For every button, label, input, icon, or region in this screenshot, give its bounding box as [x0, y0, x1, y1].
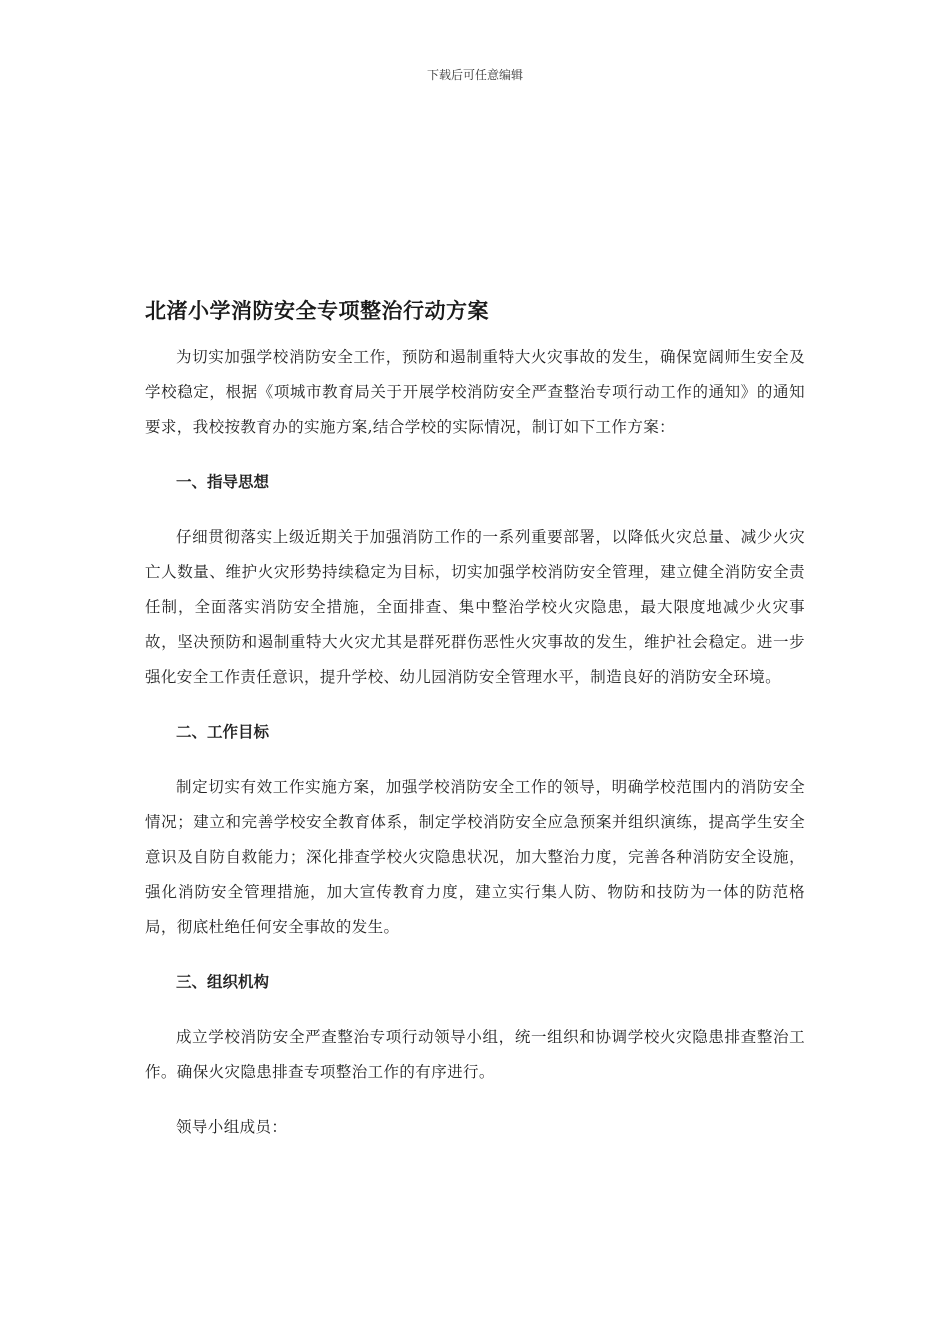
- header-note: 下载后可任意编辑: [426, 68, 523, 82]
- leadership-members-label: 领导小组成员：: [176, 1118, 288, 1136]
- section-body-organization: 成立学校消防安全严查整治专项行动领导小组，统一组织和协调学校火灾隐患排查整治工作。确保火灾隐患排查专项整治工作的有序进行。: [145, 1028, 805, 1081]
- section-body-guiding-ideology: 仔细贯彻落实上级近期关于加强消防工作的一系列重要部署，以降低火灾总量、减少火灾亡人数量、维护火灾形势持续稳定为目标，切实加强学校消防安全管理，建立健全消防安全责任制，全面落实消防安全措施，全面排查、集中整治学校火灾隐患，最大限度地减少火灾事故，坚决预防和遏制重特大火灾尤其是群死群伤恶性火灾事故的发生，维护社会稳定。进一步强化安全工作责任意识，提升学校、幼儿园消防安全管理水平，制造良好的消防安全环境。: [145, 528, 805, 686]
- document-body: [145, 292, 805, 1145]
- intro-paragraph: 为切实加强学校消防安全工作，预防和遏制重特大火灾事故的发生，确保宽阔师生安全及学校稳定，根据《项城市教育局关于开展学校消防安全严查整治专项行动工作的通知》的通知要求，我校按教育办的实施方案,结合学校的实际情况，制订如下工作方案：: [145, 348, 805, 436]
- section-heading-organization: 三、组织机构: [176, 973, 270, 991]
- section-body-work-goals: 制定切实有效工作实施方案，加强学校消防安全工作的领导，明确学校范围内的消防安全情况；建立和完善学校安全教育体系，制定学校消防安全应急预案并组织演练，提高学生安全意识及自防自救能力；深化排查学校火灾隐患状况，加大整治力度，完善各种消防安全设施，强化消防安全管理措施，加大宣传教育力度，建立实行集人防、物防和技防为一体的防范格局，彻底杜绝任何安全事故的发生。: [145, 778, 805, 936]
- document-title: 北渚小学消防安全专项整治行动方案: [145, 299, 489, 323]
- section-heading-guiding-ideology: 一、指导思想: [176, 473, 270, 491]
- section-heading-work-goals: 二、工作目标: [176, 723, 270, 741]
